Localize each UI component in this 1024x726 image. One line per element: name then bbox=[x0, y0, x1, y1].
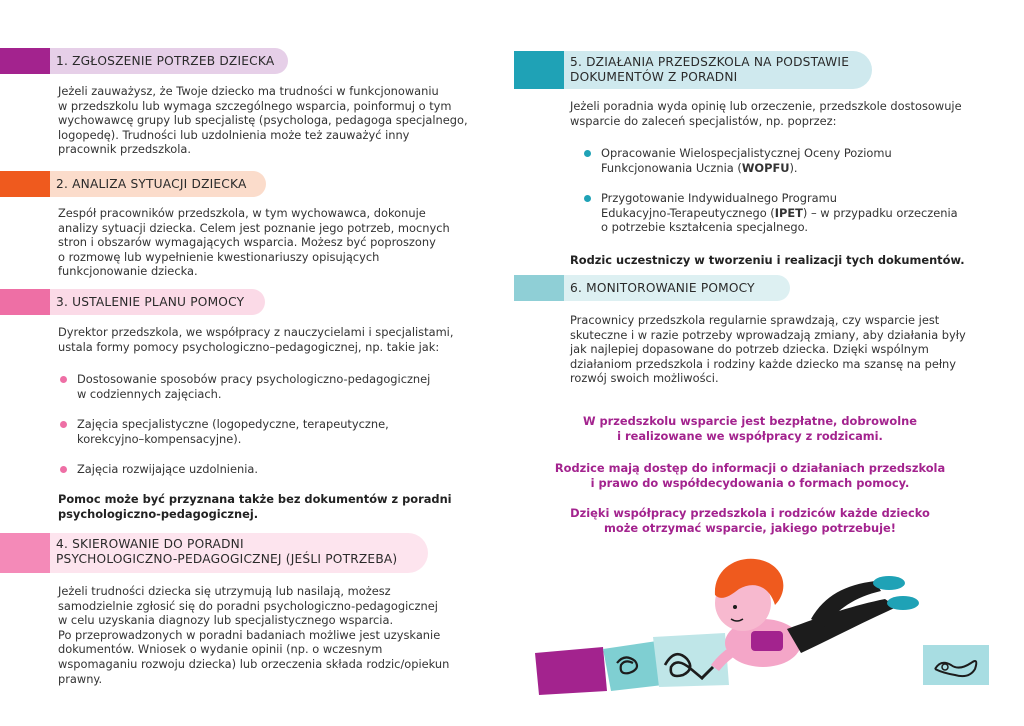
section-3-text: Dyrektor przedszkola, we współpracy z nauczycielami i specjalistami, ustala formy pomocy psychologiczno–pedagogicznej, np. takie jak: bbox=[58, 325, 454, 354]
section-1-header bbox=[0, 48, 288, 74]
section-4-text: Jeżeli trudności dziecka się utrzymują lub nasilają, możesz samodzielnie zgłosić się do poradni psychologiczno-pedagogicznej w celu uzyskania diagnozy lub specjalistycznego wsparcia. Po przeprowadzonych w poradni badaniach możliwe jest uzyskanie dokumentów. Wniosek o wydanie opinii (np. o wczesnym wspomaganiu rozwoju dziecka) lub orzeczenia składa rodzic/opiekun prawny. bbox=[58, 584, 450, 686]
list-item: Dostosowanie sposobów pracy psychologiczno-pedagogicznej w codziennych zajęciach. bbox=[60, 372, 480, 401]
child-drawing-illustration bbox=[525, 545, 995, 695]
section-1-title: 1. ZGŁOSZENIE POTRZEB DZIECKA bbox=[50, 48, 288, 74]
list-item: Zajęcia rozwijające uzdolnienia. bbox=[60, 462, 480, 477]
list-item: Przygotowanie Indywidualnego Programu Edukacyjno-Terapeutycznego (IPET) – w przypadku orzeczenia o potrzebie kształcenia specjalnego. bbox=[584, 191, 984, 235]
section-2-text: Zespół pracowników przedszkola, w tym wychowawca, dokonuje analizy sytuacji dziecka. Celem jest poznanie jego potrzeb, mocnych stron i obszarów wymagających wsparcia. Możesz być poproszony o rozmowę lub wypełnienie kwestionariuszy opisujących funkcjonowanie dziecka. bbox=[58, 206, 450, 279]
section-3-color-tab bbox=[0, 289, 50, 315]
list-item: Zajęcia specjalistyczne (logopedyczne, terapeutyczne, korekcyjno–kompensacyjne). bbox=[60, 417, 480, 446]
section-4-header bbox=[0, 533, 428, 573]
section-4-color-tab bbox=[0, 533, 50, 573]
shoe-1 bbox=[873, 576, 905, 590]
section-5-note: Rodzic uczestniczy w tworzeniu i realizacji tych dokumentów. bbox=[570, 253, 965, 267]
magenta-paper bbox=[535, 647, 607, 695]
section-6-title: 6. MONITOROWANIE POMOCY bbox=[564, 275, 790, 301]
section-6-header bbox=[514, 275, 790, 301]
section-2-color-tab bbox=[0, 171, 50, 197]
teal-paper-left bbox=[603, 641, 663, 691]
message-cooperation: Dzięki współpracy przedszkola i rodziców każde dziecko może otrzymać wsparcie, jakiego potrzebuje! bbox=[570, 506, 930, 535]
section-5-text: Jeżeli poradnia wyda opinię lub orzeczenie, przedszkole dostosowuje wsparcie do zaleceń specjalistów, np. poprzez: bbox=[570, 99, 962, 128]
section-3-header bbox=[0, 289, 265, 315]
section-3-note: Pomoc może być przyznana także bez dokumentów z poradni psychologiczno-pedagogicznej. bbox=[58, 492, 452, 521]
section-6-color-tab bbox=[514, 275, 564, 301]
section-5-color-tab bbox=[514, 51, 564, 89]
list-item: Opracowanie Wielospecjalistycznej Oceny Poziomu Funkcjonowania Ucznia (WOPFU). bbox=[584, 146, 984, 175]
teal-card-right bbox=[923, 645, 989, 685]
bullet-dot-icon bbox=[584, 150, 591, 157]
bullet-dot-icon bbox=[584, 195, 591, 202]
section-2-title: 2. ANALIZA SYTUACJI DZIECKA bbox=[50, 171, 266, 197]
section-2-header bbox=[0, 171, 266, 197]
section-5-title: 5. DZIAŁANIA PRZEDSZKOLA NA PODSTAWIE DOKUMENTÓW Z PORADNI bbox=[564, 51, 872, 89]
bullet-dot-icon bbox=[60, 376, 67, 383]
shoe-2 bbox=[887, 596, 919, 610]
section-5-header bbox=[514, 51, 872, 89]
section-3-bullet-list bbox=[60, 372, 480, 493]
bullet-dot-icon bbox=[60, 421, 67, 428]
section-4-title: 4. SKIEROWANIE DO PORADNI PSYCHOLOGICZNO-PEDAGOGICZNEJ (JEŚLI POTRZEBA) bbox=[50, 533, 428, 573]
bullet-dot-icon bbox=[60, 466, 67, 473]
section-1-color-tab bbox=[0, 48, 50, 74]
section-6-text: Pracownicy przedszkola regularnie sprawdzają, czy wsparcie jest skuteczne i w razie potrzeby wprowadzają zmiany, aby działania były jak najlepiej dopasowane do potrzeb dziecka. Dzięki wspólnym działaniom przedszkola i rodziny każde dziecko ma szansę na pełny rozwój swoich możliwości. bbox=[570, 313, 966, 386]
section-3-title: 3. USTALENIE PLANU POMOCY bbox=[50, 289, 265, 315]
child-eye bbox=[733, 605, 737, 609]
child-shirt-stripe bbox=[751, 631, 783, 651]
message-free-support: W przedszkolu wsparcie jest bezpłatne, dobrowolne i realizowane we współpracy z rodzicami. bbox=[582, 414, 918, 443]
section-1-text: Jeżeli zauważysz, że Twoje dziecko ma trudności w funkcjonowaniu w przedszkolu lub wymaga szczególnego wsparcia, poinformuj o tym wychowawcę grupy lub specjalistę (psychologa, pedagoga specjalnego, logopedę). Trudności lub uzdolnienia może też zauważyć inny pracownik przedszkola. bbox=[58, 84, 468, 157]
section-5-bullet-list bbox=[584, 146, 984, 251]
message-parent-rights: Rodzice mają dostęp do informacji o działaniach przedszkola i prawo do współdecydowania o formach pomocy. bbox=[554, 461, 946, 490]
